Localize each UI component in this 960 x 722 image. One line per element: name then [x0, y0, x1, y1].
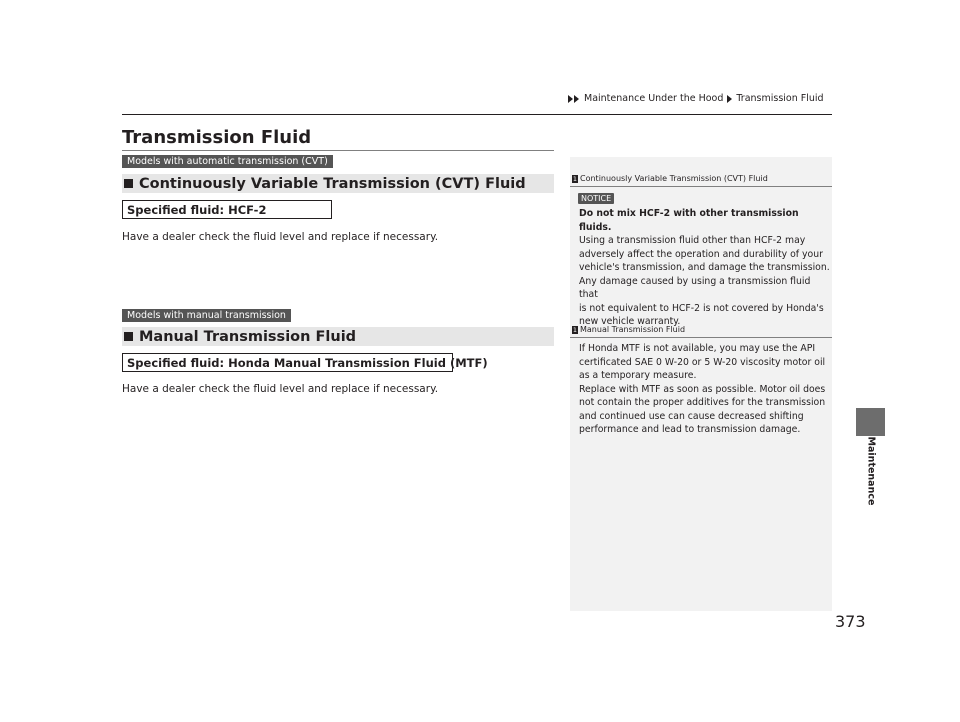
note-line: certificated SAE 0 W-20 or 5 W-20 viscosity motor oil	[579, 356, 826, 368]
note-text-manual	[579, 342, 831, 437]
note-heading-text: Manual Transmission Fluid	[580, 325, 686, 334]
note-rule	[570, 337, 832, 338]
square-bullet-icon	[124, 332, 133, 341]
section-header-manual	[122, 327, 554, 346]
note-line: If Honda MTF is not available, you may use the API	[579, 343, 816, 354]
section-title-cvt: Continuously Variable Transmission (CVT) Fluid	[139, 175, 526, 192]
model-tag-cvt: Models with automatic transmission (CVT)	[122, 155, 333, 168]
chapter-tab-marker	[856, 408, 885, 436]
section-title-manual: Manual Transmission Fluid	[139, 328, 357, 345]
note-heading-text: Continuously Variable Transmission (CVT) Fluid	[580, 174, 768, 183]
note-marker: 1	[572, 174, 578, 183]
double-arrow-icon	[568, 95, 580, 103]
note-line: Replace with MTF as soon as possible. Motor oil does	[579, 383, 826, 395]
arrow-icon	[727, 95, 732, 103]
note-line: as a temporary measure.	[579, 370, 697, 381]
notice-badge: NOTICE	[578, 193, 614, 204]
note-heading-cvt[interactable]	[572, 174, 768, 183]
note-marker: 1	[572, 325, 578, 334]
section-header-cvt	[122, 174, 554, 193]
note-line: and continued use can cause decreased shifting	[579, 410, 804, 422]
breadcrumb-item-maintenance-under-hood[interactable]: Maintenance Under the Hood	[584, 93, 724, 104]
breadcrumb-item-transmission-fluid[interactable]: Transmission Fluid	[736, 93, 824, 104]
note-line: not contain the proper additives for the transmission	[579, 397, 826, 408]
chapter-tab-text: Maintenance	[865, 436, 876, 506]
breadcrumb	[568, 93, 824, 104]
note-line: adversely affect the operation and durability of your	[579, 248, 823, 260]
note-line: performance and lead to transmission damage.	[579, 424, 801, 435]
page-title: Transmission Fluid	[122, 127, 312, 148]
note-line: Do not mix HCF-2 with other transmission fluids.	[579, 208, 799, 233]
header-rule	[122, 114, 832, 115]
note-line: Using a transmission fluid other than HCF-2 may	[579, 235, 806, 246]
model-tag-manual: Models with manual transmission	[122, 309, 291, 322]
note-text-cvt	[579, 207, 831, 329]
note-line: new vehicle warranty.	[579, 316, 681, 327]
square-bullet-icon	[124, 179, 133, 188]
note-rule	[570, 186, 832, 187]
page-number: 373	[835, 612, 866, 631]
note-line: Any damage caused by using a transmission fluid that	[579, 275, 811, 300]
note-line: vehicle's transmission, and damage the transmission.	[579, 262, 830, 273]
note-line: is not equivalent to HCF-2 is not covered by Honda's	[579, 302, 824, 314]
body-text-manual: Have a dealer check the fluid level and replace if necessary.	[122, 383, 439, 395]
title-rule	[122, 150, 554, 151]
specified-fluid-cvt: Specified fluid: HCF-2	[122, 200, 332, 219]
chapter-tab-label[interactable]	[856, 436, 885, 506]
specified-fluid-manual: Specified fluid: Honda Manual Transmission Fluid (MTF)	[122, 353, 453, 372]
note-heading-manual[interactable]	[572, 325, 685, 334]
body-text-cvt: Have a dealer check the fluid level and replace if necessary.	[122, 231, 439, 243]
